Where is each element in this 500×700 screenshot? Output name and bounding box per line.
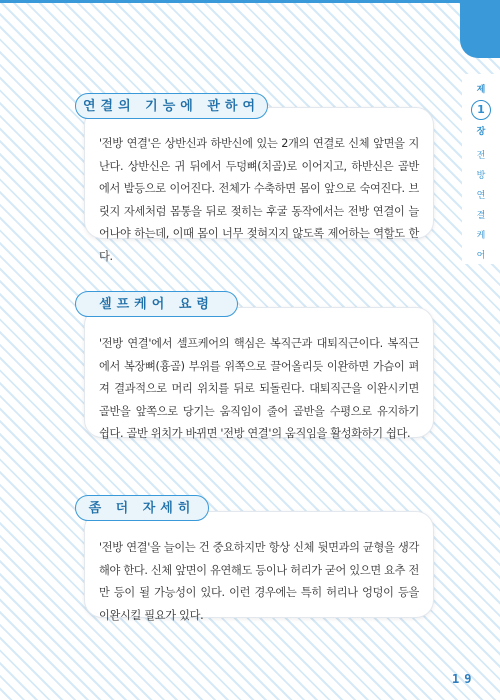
- section-body: '전방 연결'을 늘이는 건 중요하지만 항상 신체 뒷면과의 균형을 생각해야 한다. 신체 앞면이 유연해도 등이나 허리가 굳어 있으면 요추 전만 등이 될 가능성이 있다. 이런 경우에는 특히 허리나 엉덩이 등을 이완시킬 필요가 있다.: [99, 541, 419, 622]
- chapter-tab: [460, 0, 500, 58]
- chapter-title-char: 전: [476, 151, 486, 161]
- chapter-number-badge: 1: [471, 100, 491, 120]
- section-title-function: 연결의 기능에 관하여: [75, 93, 268, 119]
- section-body: '전방 연결'에서 셀프케어의 핵심은 복직근과 대퇴직근이다. 복직근에서 복장뼈(흉골) 부위를 위쪽으로 끌어올리듯 이완하면 가슴이 펴져 결과적으로 머리 위치를 뒤로 되돌린다. 대퇴직근을 이완시키면 골반을 앞쪽으로 당기는 움직임이 줄어 골반을 수평으로 유지하기 쉽다. 골반 위치가 바뀌면 '전방 연결'의 움직임을 활성화하기 쉽다.: [99, 337, 419, 440]
- chapter-title-char: 연: [476, 191, 486, 201]
- chapter-title-char: 방: [476, 171, 486, 181]
- section-card-function: [84, 107, 434, 263]
- chapter-title-char: 케: [476, 231, 486, 241]
- chapter-title-char: 결: [476, 211, 486, 221]
- section-card-details: [84, 511, 434, 622]
- section-card-selfcare: [84, 307, 434, 438]
- page-number: 19: [452, 672, 477, 686]
- chapter-suffix: 장: [476, 127, 486, 137]
- chapter-prefix: 제: [476, 85, 486, 95]
- chapter-title-char: 어: [476, 251, 486, 261]
- chapter-title: [462, 146, 500, 266]
- section-title-selfcare: 셀프케어 요령: [75, 291, 238, 317]
- chapter-sidebar: [462, 74, 500, 264]
- section-title-details: 좀 더 자세히: [75, 495, 209, 521]
- top-rule: [0, 0, 500, 3]
- section-body: '전방 연결'은 상반신과 하반신에 있는 2개의 연결로 신체 앞면을 지난다. 상반신은 귀 뒤에서 두덩뼈(치골)로 이어지고, 하반신은 골반에서 발등으로 이어진다. 전체가 수축하면 몸이 앞으로 숙여진다. 브릿지 자세처럼 몸통을 뒤로 젖히는 후굴 동작에서는 전방 연결이 늘어나야 하는데, 이때 몸이 너무 젖혀지지 않도록 제어하는 역할도 한다.: [99, 137, 419, 263]
